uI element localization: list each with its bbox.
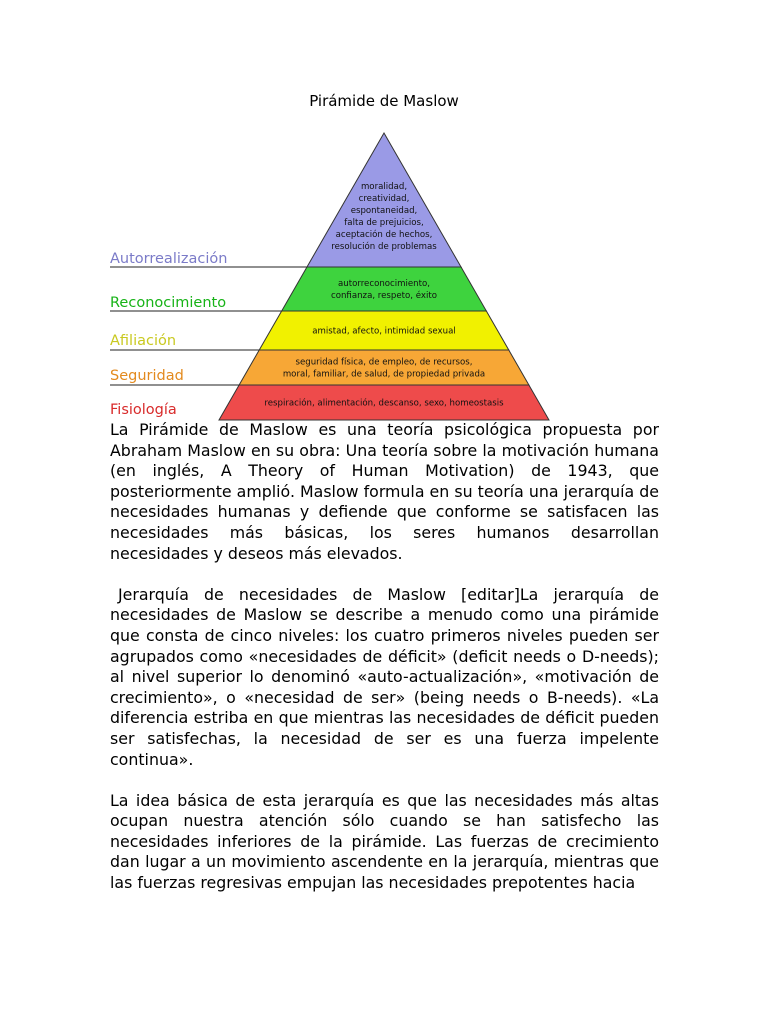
level-text-reconocimiento: autorreconocimiento, bbox=[337, 279, 431, 289]
level-text-autorrealizacion: falta de prejuicios, bbox=[344, 218, 424, 228]
pyramid-level-seguridad bbox=[239, 350, 529, 385]
level-text-autorrealizacion: aceptación de hechos, bbox=[335, 230, 433, 240]
level-label-reconocimiento: Reconocimiento bbox=[110, 295, 227, 311]
level-label-autorrealizacion: Autorrealización bbox=[110, 251, 228, 267]
level-text-autorrealizacion: resolución de problemas bbox=[331, 242, 437, 252]
paragraph-basic-idea: La idea básica de esta jerarquía es que las necesidades más altas ocupan nuestra atención sólo cuando se han satisfecho las necesidades inferiores de la pirámide. Las fuerzas de crecimiento dan lugar a un movimiento ascendente en la jerarquía, mientras que las fuerzas regresivas empujan las necesidades prepotentes hacia bbox=[110, 790, 659, 893]
level-text-reconocimiento: confianza, respeto, éxito bbox=[331, 291, 437, 301]
paragraph-intro: La Pirámide de Maslow es una teoría psicológica propuesta por Abraham Maslow en su obra: Una teoría sobre la motivación humana (en inglés, A Theory of Human Motivation) de 1943, que posteriormente amplió. Maslow formula en su teoría una jerarquía de necesidades humanas y defiende que conforme se satisfacen las necesidades más básicas, los seres humanos desarrollan necesidades y deseos más elevados. bbox=[110, 420, 659, 563]
paragraph-hierarchy: Jerarquía de necesidades de Maslow [editar]La jerarquía de necesidades de Maslow se describe a menudo como una pirámide que consta de cinco niveles: los cuatro primeros niveles pueden ser agrupados como «necesidades de déficit» (deficit needs o D-needs); al nivel superior lo denominó «auto-actualización», «motivación de crecimiento», o «necesidad de ser» (being needs o B-needs). «La diferencia estriba en que mientras las necesidades de déficit pueden ser satisfechas, la necesidad de ser es una fuerza impelente continua». bbox=[110, 584, 659, 769]
body-text bbox=[110, 420, 659, 914]
pyramid-level-reconocimiento bbox=[282, 267, 487, 311]
level-text-fisiologia: respiración, alimentación, descanso, sexo, homeostasis bbox=[264, 398, 504, 409]
maslow-pyramid bbox=[0, 0, 768, 440]
level-label-afiliacion: Afiliación bbox=[110, 333, 177, 349]
level-text-autorrealizacion: creatividad, bbox=[358, 194, 410, 204]
level-text-afiliacion: amistad, afecto, intimidad sexual bbox=[312, 326, 456, 337]
level-text-seguridad: seguridad física, de empleo, de recursos, bbox=[295, 357, 473, 368]
level-text-autorrealizacion: moralidad, bbox=[360, 182, 408, 192]
level-label-seguridad: Seguridad bbox=[110, 368, 184, 384]
page-title: Pirámide de Maslow bbox=[309, 92, 459, 110]
level-label-fisiologia: Fisiología bbox=[110, 402, 177, 418]
level-text-autorrealizacion: espontaneidad, bbox=[350, 206, 418, 216]
level-text-seguridad: moral, familiar, de salud, de propiedad privada bbox=[282, 369, 486, 380]
